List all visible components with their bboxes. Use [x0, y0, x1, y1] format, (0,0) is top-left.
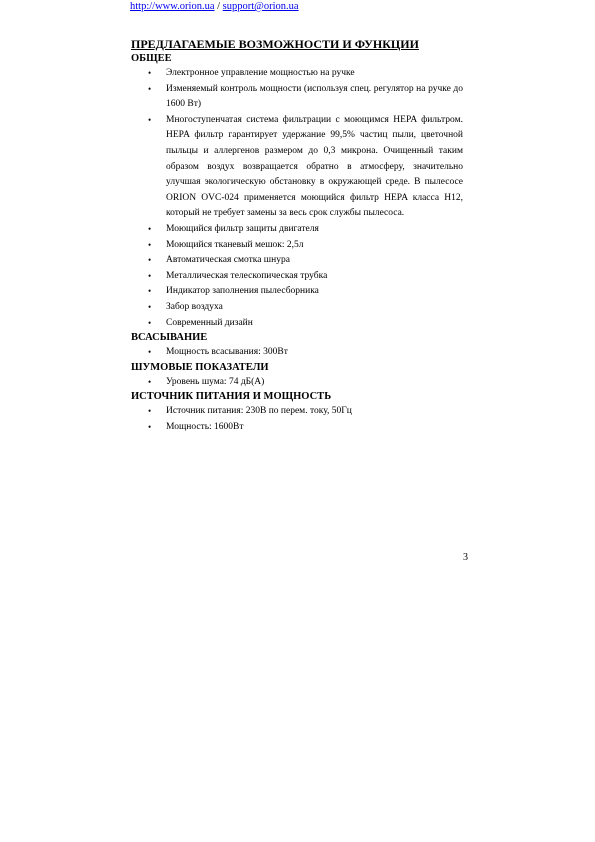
page-title: ПРЕДЛАГАЕМЫЕ ВОЗМОЖНОСТИ И ФУНКЦИИ: [131, 37, 419, 51]
list-item: • Электронное управление мощностью на ручке: [131, 66, 463, 82]
suction-list: [131, 345, 463, 361]
header-separator: /: [217, 1, 221, 12]
list-item: • Современный дизайн: [131, 316, 463, 332]
general-feature-list: [131, 66, 463, 331]
list-item: • Индикатор заполнения пылесборника: [131, 284, 463, 300]
list-item: • Многоступенчатая система фильтрации с моющимся HEPA фильтром. HEPA фильтр гарантирует удержание 99,5% частиц пыли, цветочной пыльцы и аллергенов размером до 0,3 микрона. Очищенный таким образом воздух возвращается обратно в атмосферу, значительно улучшая экологическую обстановку в окружающей среде. В пылесосе ORION OVC-024 применяется моющийся фильтр HEPA класса H12, который не требует замены за весь срок службы пылесоса.: [131, 113, 463, 222]
list-item: • Моющийся фильтр защиты двигателя: [131, 222, 463, 238]
list-item: • Мощность всасывания: 300Вт: [131, 345, 463, 361]
list-item: • Изменяемый контроль мощности (используя спец. регулятор на ручке до 1600 Вт): [131, 82, 463, 113]
support-email-link[interactable]: support@orion.ua: [222, 1, 299, 12]
section-heading-suction: ВСАСЫВАНИЕ: [131, 332, 208, 344]
section-heading-noise: ШУМОВЫЕ ПОКАЗАТЕЛИ: [131, 361, 269, 373]
document-body: [131, 36, 463, 435]
list-item: • Моющийся тканевый мешок: 2,5л: [131, 238, 463, 254]
page-number: 3: [463, 552, 468, 563]
power-list: [131, 404, 463, 435]
page-header: [130, 0, 299, 13]
list-item: • Мощность: 1600Вт: [131, 420, 463, 436]
list-item: • Источник питания: 230В по перем. току, 50Гц: [131, 404, 463, 420]
list-item: • Забор воздуха: [131, 300, 463, 316]
section-heading-general: ОБЩЕЕ: [131, 53, 172, 64]
list-item: • Автоматическая смотка шнура: [131, 253, 463, 269]
website-link[interactable]: http://www.orion.ua: [130, 1, 215, 12]
list-item: • Металлическая телескопическая трубка: [131, 269, 463, 285]
list-item: • Уровень шума: 74 дБ(А): [131, 375, 463, 391]
section-heading-power: ИСТОЧНИК ПИТАНИЯ И МОЩНОСТЬ: [131, 391, 332, 403]
noise-list: [131, 375, 463, 391]
